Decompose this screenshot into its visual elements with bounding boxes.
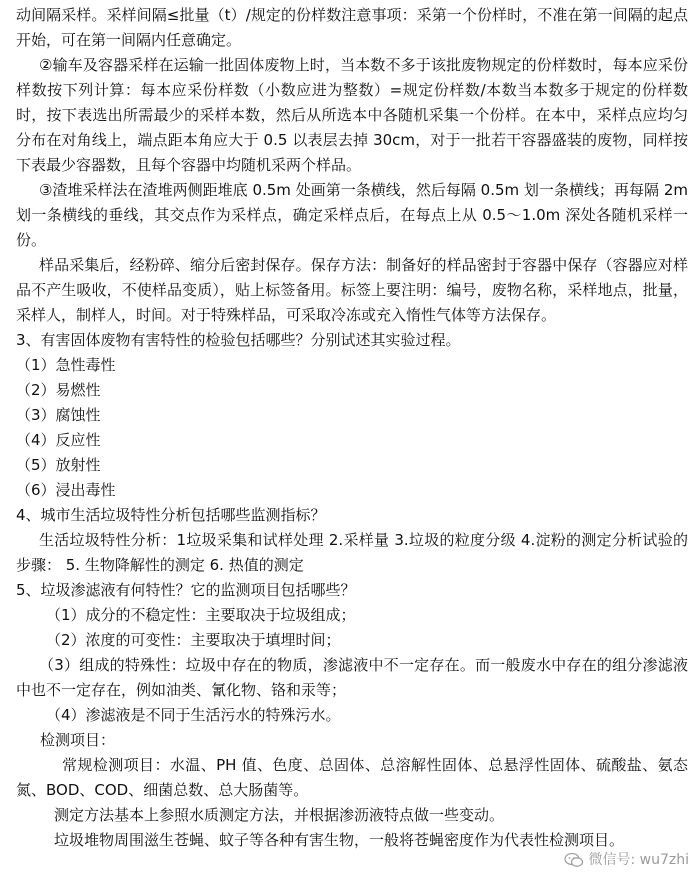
list-item: （2）易燃性 <box>16 381 101 399</box>
measurement-method-note: 测定方法基本上参照水质测定方法，并根据渗沥液特点做一些变动。 <box>54 806 505 824</box>
list-item: （1）急性毒性 <box>16 356 116 374</box>
watermark <box>562 849 691 871</box>
list-item: （1）成分的不稳定性：主要取决于垃圾组成； <box>46 606 356 624</box>
paragraph-sample-preservation: 样品采集后，经粉碎、缩分后密封保存。保存方法：制备好的样品密封于容器中保存（容器应对样品不产生吸收，不使样品变质），贴上标签备用。标签上要注明：编号，废物名称，采样地点，批量，采样人，制样人，时间。对于特殊样品，可采取冷冻或充入惰性气体等方法保存。 <box>16 256 688 324</box>
list-item: （2）浓度的可变性：主要取决于填埋时间； <box>46 631 341 649</box>
list-item: （5）放射性 <box>16 456 101 474</box>
list-item: （4）反应性 <box>16 431 101 449</box>
list-item: （4）渗滤液是不同于生活污水的特殊污水。 <box>46 706 341 724</box>
question-4-heading: 4、城市生活垃圾特性分析包括哪些监测指标？ <box>16 506 326 524</box>
list-item: （6）浸出毒性 <box>16 481 116 499</box>
watermark-label: 微信号: wu7zhi <box>588 851 689 868</box>
wechat-icon <box>564 852 584 868</box>
list-item: （3）组成的特殊性：垃圾中存在的物质，渗滤液中不一定存在。而一般废水中存在的组分渗滤液中也不一定存在，例如油类、氰化物、铬和汞等； <box>16 656 688 699</box>
list-item: （3）腐蚀性 <box>16 406 101 424</box>
question-3-heading: 3、有害固体废物有害特性的检验包括哪些？分别试述其实验过程。 <box>16 331 461 349</box>
routine-monitoring-items: 常规检测项目：水温、PH 值、色度、总固体、总溶解性固体、总悬浮性固体、硫酸盐、氨态氮、BOD、COD、细菌总数、总大肠菌等。 <box>16 756 688 799</box>
question-4-answer: 生活垃圾特性分析：1垃圾采集和试样处理 2.采样量 3.垃圾的粒度分级 4.淀粉的测定分析试验的步骤： 5. 生物降解性的测定 6. 热值的测定 <box>16 531 688 574</box>
monitoring-items-label: 检测项目： <box>40 731 116 749</box>
document-body <box>16 3 688 853</box>
paragraph-slag-heap-sampling: ③渣堆采样法在渣堆两侧距堆底 0.5m 处画第一条横线，然后每隔 0.5m 划一条横线；再每隔 2m 划一条横线的垂线，其交点作为采样点，确定采样点后，在每点上从 0.5～1.0m 深处各随机采样一份。 <box>16 181 688 249</box>
question-5-heading: 5、垃圾渗滤液有何特性？它的监测项目包括哪些？ <box>16 581 356 599</box>
paragraph-vehicle-container-sampling: ②输车及容器采样在运输一批固体废物上时，当本数不多于该批废物规定的份样数时，每本应采份样数按下列计算：每本应采份样数（小数应进为整数）=规定份样数/本数当本数多于规定的份样数时，按下表选出所需最少的采样本数，然后从所选本中各随机采集一个份样。在本中，采样点应均匀分布在对角线上，端点距本角应大于 0.5 以表层去掉 30cm，对于一批若干容器盛装的废物，同样按下表最少容器数，且每个容器中均随机采两个样品。 <box>16 56 688 174</box>
fly-density-note: 垃圾堆物周围滋生苍蝇、蚊子等各种有害生物，一般将苍蝇密度作为代表性检测项目。 <box>54 831 625 849</box>
paragraph-sampling-interval: 动间隔采样。采样间隔≤批量（t）/规定的份样数注意事项：采第一个份样时，不准在第一间隔的起点开始，可在第一间隔内任意确定。 <box>16 6 688 49</box>
